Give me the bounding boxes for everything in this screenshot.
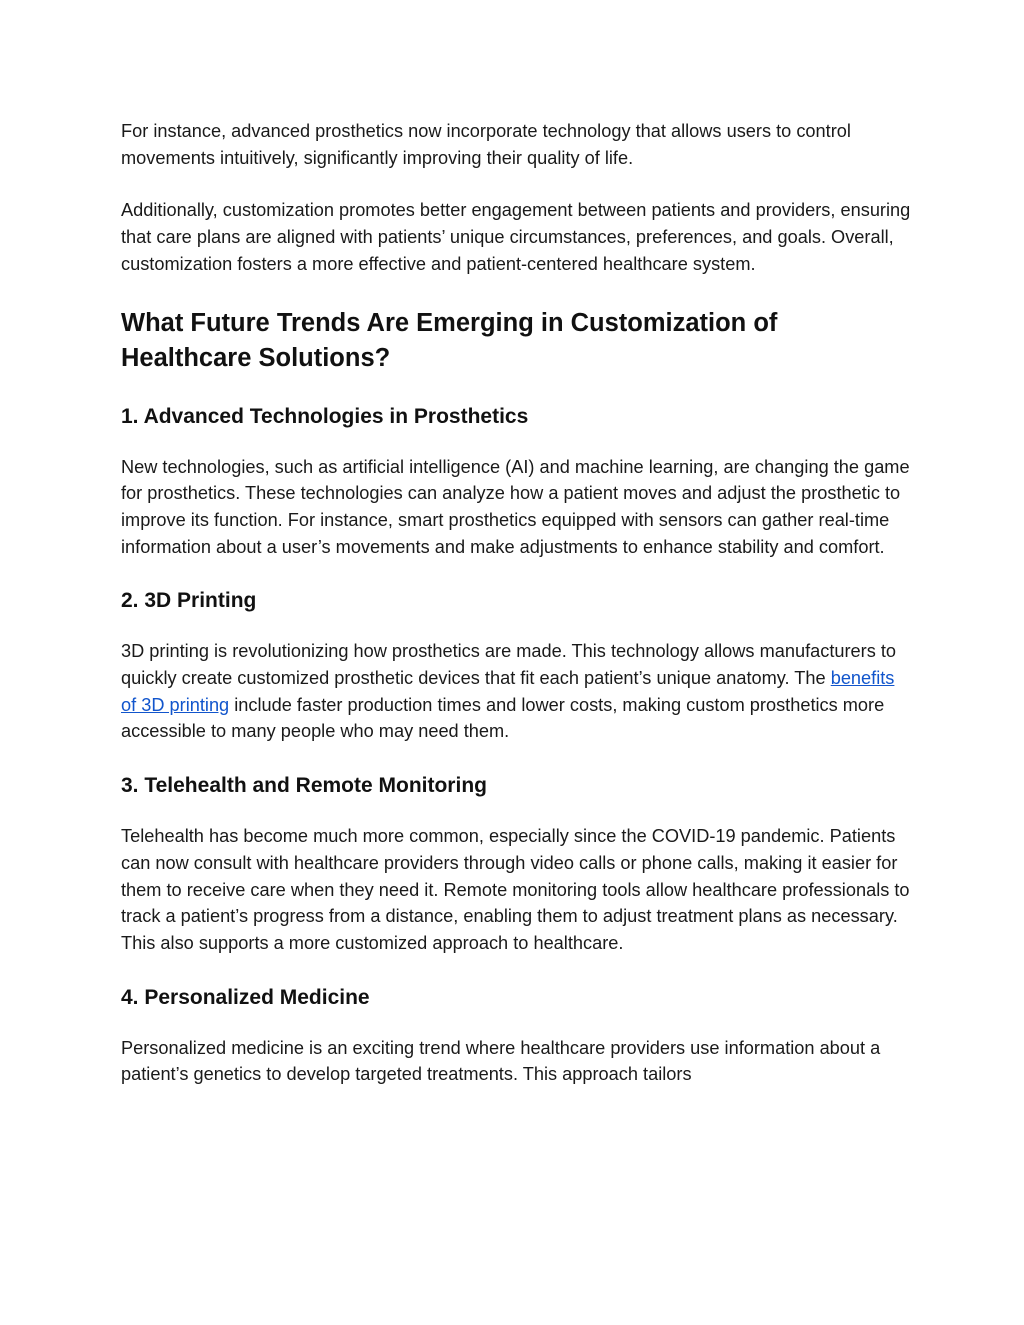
trend-body-4: Personalized medicine is an exciting trend where healthcare providers use information about a patient’s genetics to develop targeted treatments. This approach tailors [121,1037,881,1085]
intro-paragraph-1: For instance, advanced prosthetics now incorporate technology that allows users to control movements intuitively, significantly improving their quality of life. [121,121,851,168]
intro-paragraph-2: Additionally, customization promotes better engagement between patients and providers, ensuring that care plans are aligned with patients’ unique circumstances, preferences, and goals. Overall, customization fosters a more effective and patient-centered healthcare system. [121,200,911,274]
trend-section-1 [121,403,911,561]
section-heading: What Future Trends Are Emerging in Customization of Healthcare Solutions? [121,308,778,373]
trend-body-3: Telehealth has become much more common, especially since the COVID-19 pandemic. Patients can now consult with healthcare providers through video calls or phone calls, making it easier for them to receive care when they need it. Remote monitoring tools allow healthcare professionals to track a patient’s progress from a distance, enabling them to adjust treatment plans as necessary. This also supports a more customized approach to healthcare. [121,826,910,953]
trend-title-2: 2. 3D Printing [121,589,257,613]
trend-body-2 [121,638,911,745]
trend-body-1: New technologies, such as artificial intelligence (AI) and machine learning, are changing the game for prosthetics. These technologies can analyze how a patient moves and adjust the prosthetic to improve its function. For instance, smart prosthetics equipped with sensors can gather real-time information about a user’s movements and make adjustments to enhance stability and comfort. [121,456,910,557]
benefits-3d-printing-link[interactable]: benefits of 3D printing [121,668,895,715]
trend-body-2-end: include faster production times and lower costs, making custom prosthetics more accessible to many people who may need them. [121,694,885,742]
trend-section-3 [121,772,911,957]
trend-body-2-start: 3D printing is revolutionizing how prosthetics are made. This technology allows manufacturers to quickly create customized prosthetic devices that fit each patient’s unique anatomy. The [121,641,897,689]
document-page [121,118,911,1115]
trend-title-1: 1. Advanced Technologies in Prosthetics [121,404,529,428]
trend-title-4: 4. Personalized Medicine [121,985,370,1009]
trend-section-4 [121,984,911,1088]
trend-title-3: 3. Telehealth and Remote Monitoring [121,774,487,798]
trend-section-2 [121,587,911,745]
